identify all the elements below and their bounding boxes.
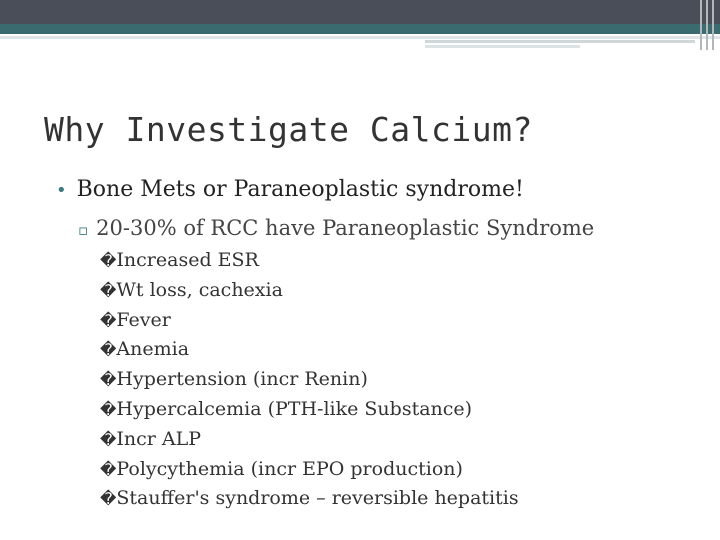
list-item: �Wt loss, cachexia bbox=[100, 278, 283, 301]
header-vertical-lines bbox=[696, 0, 720, 50]
list-item: �Fever bbox=[100, 308, 171, 331]
list-item: �Increased ESR bbox=[100, 249, 259, 271]
round-bullet-icon: • bbox=[56, 180, 67, 201]
list-item: �Anemia bbox=[100, 338, 190, 361]
list-item: �Polycythemia (incr EPO production) bbox=[100, 457, 463, 480]
header-light-rule bbox=[0, 36, 720, 39]
bullet-level-2 bbox=[78, 216, 594, 240]
replacement-glyph-icon: � bbox=[100, 251, 117, 270]
replacement-glyph-icon: � bbox=[100, 399, 117, 419]
replacement-glyph-icon: � bbox=[100, 429, 117, 449]
bullet-level-1-text: Bone Mets or Paraneoplastic syndrome! bbox=[76, 177, 524, 202]
list-item: �Incr ALP bbox=[100, 427, 202, 450]
replacement-glyph-icon: � bbox=[100, 280, 117, 300]
square-bullet-icon: ▫ bbox=[78, 221, 89, 239]
header-accent-bar bbox=[0, 24, 720, 34]
slide-title: Why Investigate Calcium? bbox=[44, 110, 533, 149]
bullet-level-1 bbox=[56, 177, 524, 202]
list-item: �Stauffer's syndrome – reversible hepatitis bbox=[100, 487, 519, 510]
list-item: �Hypercalcemia (PTH-like Substance) bbox=[100, 397, 473, 420]
bullet-level-2-text: 20-30% of RCC have Paraneoplastic Syndrome bbox=[96, 216, 595, 240]
replacement-glyph-icon: � bbox=[100, 459, 117, 479]
sub-bullet-list bbox=[100, 246, 519, 514]
replacement-glyph-icon: � bbox=[100, 370, 117, 390]
replacement-glyph-icon: � bbox=[100, 340, 117, 360]
header-light-rule-short bbox=[425, 40, 695, 43]
replacement-glyph-icon: � bbox=[100, 489, 117, 509]
header-dark-bar bbox=[0, 0, 720, 24]
replacement-glyph-icon: � bbox=[100, 310, 117, 330]
header-light-rule-shorter bbox=[425, 45, 580, 48]
list-item: �Hypertension (incr Renin) bbox=[100, 368, 368, 391]
